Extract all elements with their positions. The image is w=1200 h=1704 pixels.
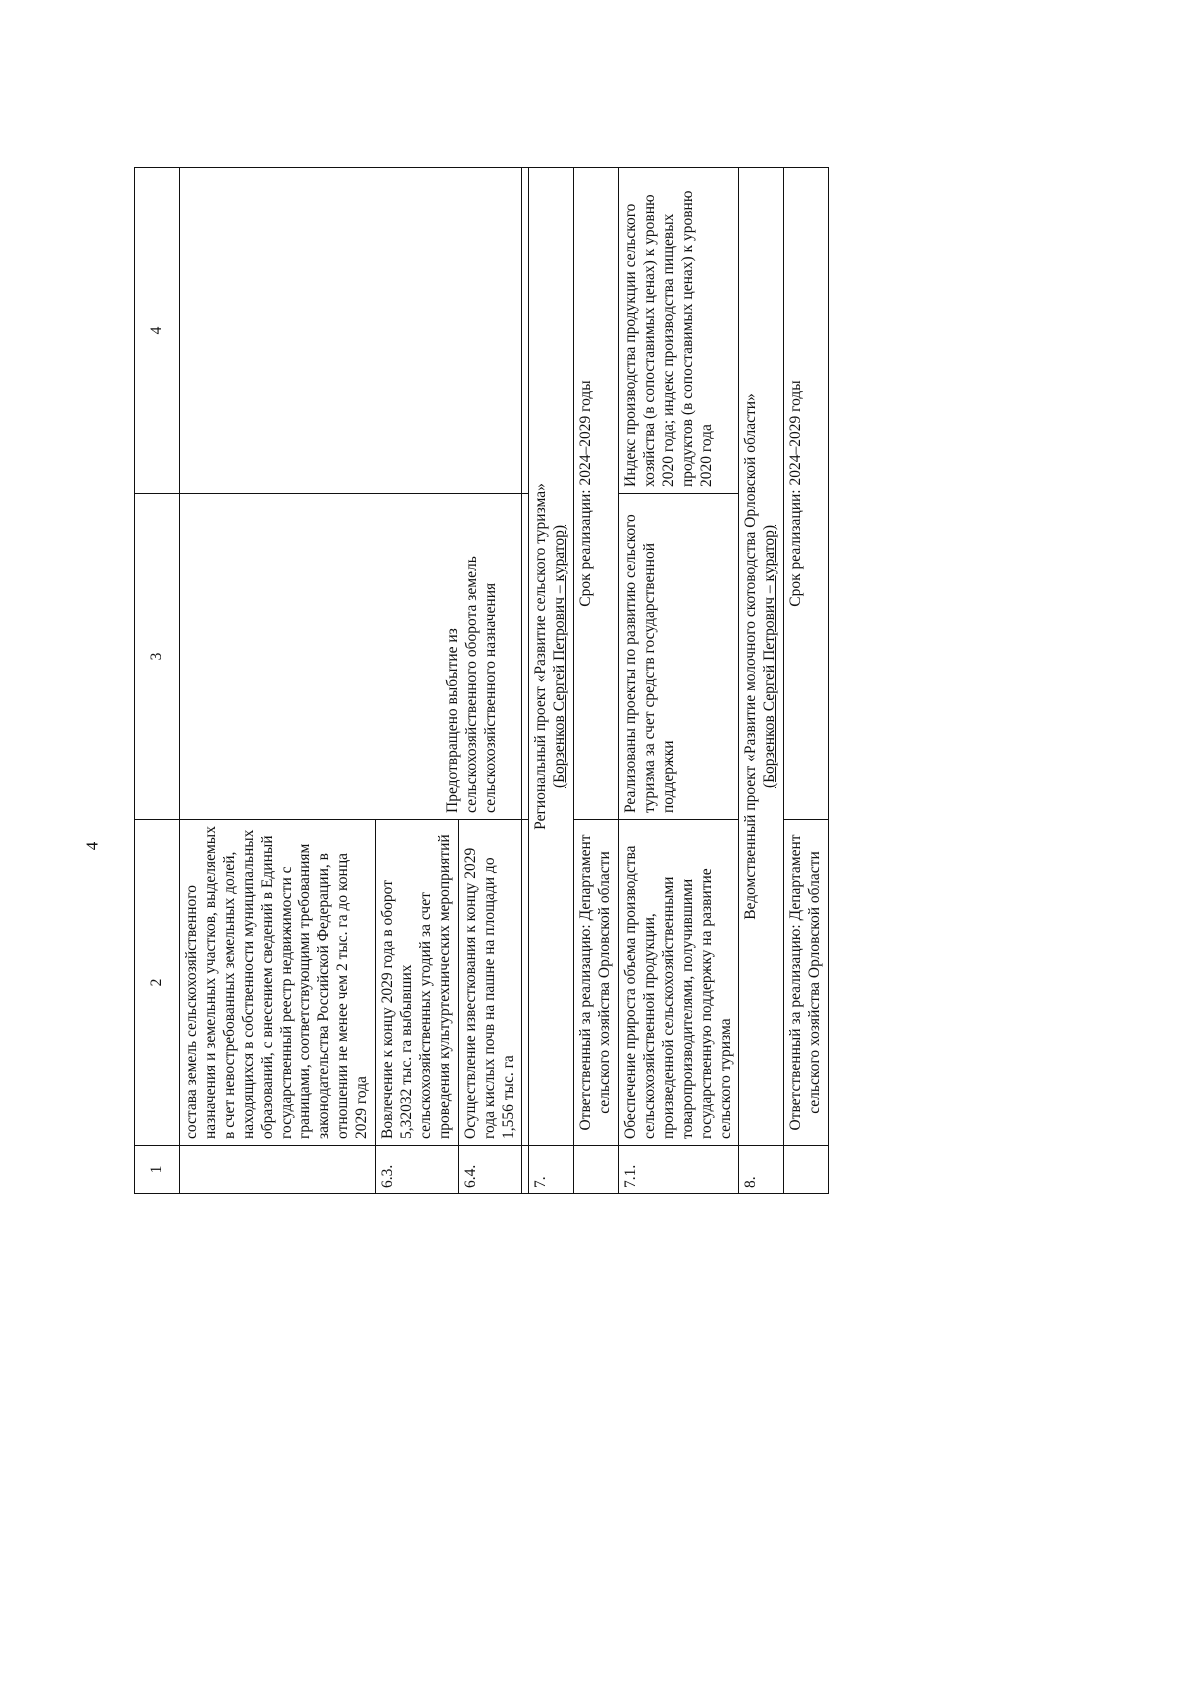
project-curator [551, 174, 570, 1139]
indicator-cell [522, 168, 529, 494]
task-cell: состава земель сельскохозяйственного назначения и земельных участков, выделяемых в счет невостребованных земельных долей, находящихся в собственности муниципальных образований, с внесением сведений в Единый государственный реестр недвижимости с границами, соответствующими требованиям законодательства Российской Федерации, в отношении не менее чем 2 тыс. га до конца 2029 года [180, 820, 376, 1146]
project-curator [761, 174, 780, 1139]
result-cell [444, 494, 529, 820]
table-row [619, 168, 739, 1194]
table-row [522, 168, 529, 1194]
header-col-3: 3 [135, 494, 180, 820]
project-title: Региональный проект «Развитие сельского туризма» [532, 483, 550, 830]
project-curator-text: (Борзенков Сергей Петрович – куратор) [761, 524, 779, 789]
page-number: 4 [82, 841, 102, 851]
indicator-cell [180, 168, 522, 494]
row-number [180, 1146, 376, 1194]
rotated-table-wrapper [134, 168, 874, 1194]
header-col-4: 4 [135, 168, 180, 494]
header-col-1: 1 [135, 1146, 180, 1194]
row-number: 6.4. [458, 1146, 522, 1194]
row-number [522, 1146, 529, 1194]
measures-table [134, 167, 829, 1194]
header-col-2: 2 [135, 820, 180, 1146]
responsible-cell: Ответственный за реализацию: Департамент сельского хозяйства Орловской области [574, 820, 619, 1146]
row-number [784, 1146, 829, 1194]
section-row [529, 168, 574, 1194]
row-number [574, 1146, 619, 1194]
task-cell: Осуществление известкования к концу 2029 года кислых почв на пашне на площади до 1,556 тыс. га [458, 820, 522, 1146]
project-title-cell [739, 168, 784, 1146]
row-number: 7.1. [619, 1146, 739, 1194]
row-number: 7. [529, 1146, 574, 1194]
indicator-cell: Индекс производства продукции сельского хозяйства (в сопоставимых ценах) к уровню 2020 года; индекс производства пищевых продуктов (в сопоставимых ценах) к уровню 2020 года [619, 168, 739, 494]
row-number: 8. [739, 1146, 784, 1194]
table-row [784, 168, 829, 1194]
responsible-cell: Ответственный за реализацию: Департамент сельского хозяйства Орловской области [784, 820, 829, 1146]
table-row [574, 168, 619, 1194]
table-row [180, 168, 376, 1194]
project-curator-text: (Борзенков Сергей Петрович – куратор) [551, 524, 569, 789]
result-cell: Реализованы проекты по развитию сельского туризма за счет средств государственной поддержки [619, 494, 739, 820]
table-header-row [135, 168, 180, 1194]
row-number: 6.3. [376, 1146, 459, 1194]
term-cell: Срок реализации: 2024–2029 годы [784, 168, 829, 820]
task-cell [522, 820, 529, 1146]
task-cell: Обеспечение прироста объема производства сельскохозяйственной продукции, произведенной сельскохозяйственными товаропроизводителями, получившими государственную поддержку на развитие сельского туризма [619, 820, 739, 1146]
project-title-cell [529, 168, 574, 1146]
term-cell: Срок реализации: 2024–2029 годы [574, 168, 619, 820]
section-row [739, 168, 784, 1194]
project-title: Ведомственный проект «Развитие молочного скотоводства Орловской области» [742, 393, 760, 920]
result-text: Предотвращено выбытие из сельскохозяйственного оборота земель сельскохозяйственного назначения [444, 556, 500, 813]
task-cell: Вовлечение к концу 2029 года в оборот 5,32032 тыс. га выбывших сельскохозяйственных угодий за счет проведения культуртехнических мероприятий [376, 820, 459, 1146]
